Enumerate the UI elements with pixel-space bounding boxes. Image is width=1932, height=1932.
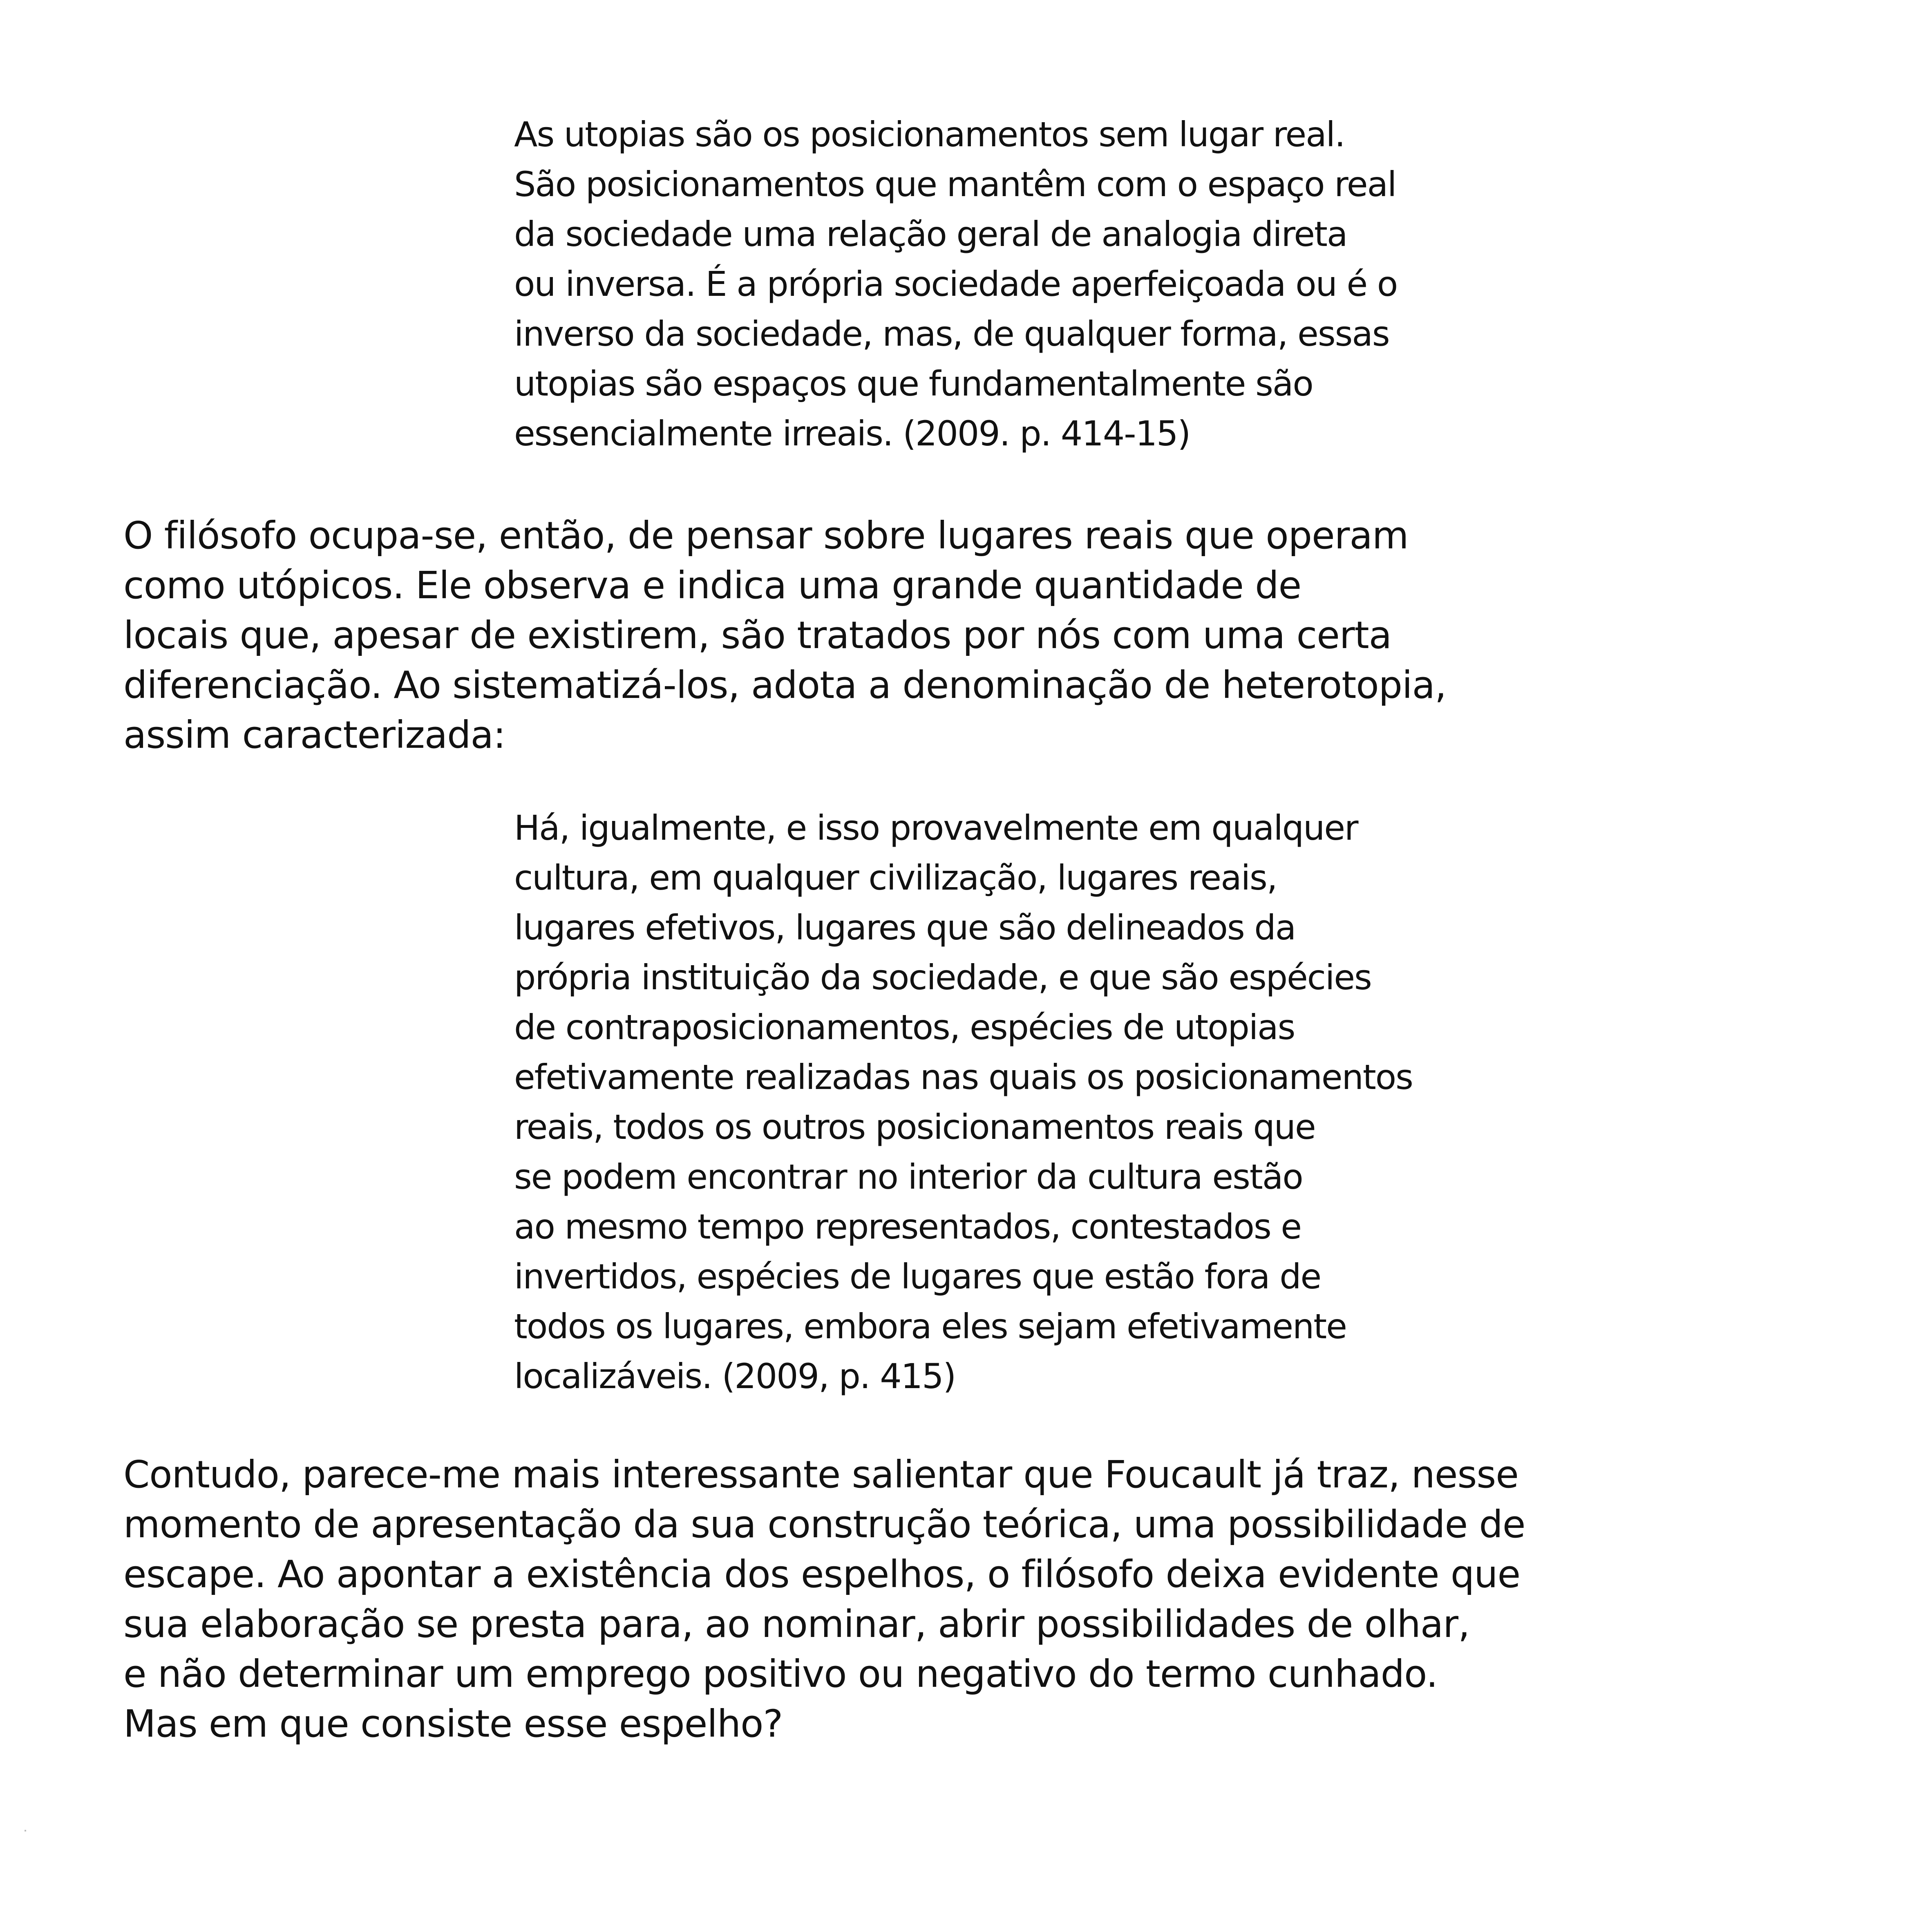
paragraph-line: O filósofo ocupa-se, então, de pensar sobre lugares reais que operam [123,514,1409,557]
quote-line: As utopias são os posicionamentos sem lugar real. [514,114,1345,154]
paragraph-mirror [123,1450,1525,1749]
paragraph-line: Mas em que consiste esse espelho? [123,1702,783,1746]
block-quote-heterotopias [514,803,1454,1401]
quote-line: invertidos, espécies de lugares que estão fora de [514,1257,1321,1297]
quote-line: inverso da sociedade, mas, de qualquer forma, essas [514,314,1389,354]
quote-line: localizáveis. (2009, p. 415) [514,1356,956,1396]
block-quote-utopias [514,110,1454,458]
quote-line: essencialmente irreais. (2009. p. 414-15) [514,414,1190,454]
paragraph-line: escape. Ao apontar a existência dos espelhos, o filósofo deixa evidente que [123,1552,1521,1596]
quote-line: se podem encontrar no interior da cultura estão [514,1157,1303,1197]
quote-line: de contraposicionamentos, espécies de utopias [514,1007,1295,1047]
paragraph-line: Contudo, parece-me mais interessante salientar que Foucault já traz, nesse [123,1453,1518,1496]
quote-line: Há, igualmente, e isso provavelmente em qualquer [514,808,1358,848]
quote-line: da sociedade uma relação geral de analogia direta [514,214,1347,254]
quote-line: reais, todos os outros posicionamentos reais que [514,1107,1315,1147]
quote-line: efetivamente realizadas nas quais os posicionamentos [514,1057,1413,1097]
paragraph-line: momento de apresentação da sua construção teórica, uma possibilidade de [123,1503,1525,1546]
quote-line: própria instituição da sociedade, e que são espécies [514,957,1371,997]
scan-artifact-dot [25,1830,26,1831]
quote-line: ou inversa. É a própria sociedade aperfeiçoada ou é o [514,264,1398,304]
paragraph-heterotopia-intro [123,511,1472,760]
paragraph-line: assim caracterizada: [123,713,505,757]
paragraph-line: locais que, apesar de existirem, são tratados por nós com uma certa [123,613,1392,657]
paragraph-line: como utópicos. Ele observa e indica uma grande quantidade de [123,564,1301,607]
quote-line: utopias são espaços que fundamentalmente são [514,364,1313,404]
quote-line: cultura, em qualquer civilização, lugares reais, [514,858,1277,898]
paragraph-line: sua elaboração se presta para, ao nominar, abrir possibilidades de olhar, [123,1602,1470,1646]
quote-line: São posicionamentos que mantêm com o espaço real [514,164,1396,204]
paragraph-line: diferenciação. Ao sistematizá-los, adota a denominação de heterotopia, [123,663,1447,707]
paragraph-line: e não determinar um emprego positivo ou negativo do termo cunhado. [123,1652,1438,1696]
quote-line: lugares efetivos, lugares que são delineados da [514,908,1296,948]
quote-line: todos os lugares, embora eles sejam efetivamente [514,1306,1346,1346]
quote-line: ao mesmo tempo representados, contestados e [514,1207,1301,1247]
